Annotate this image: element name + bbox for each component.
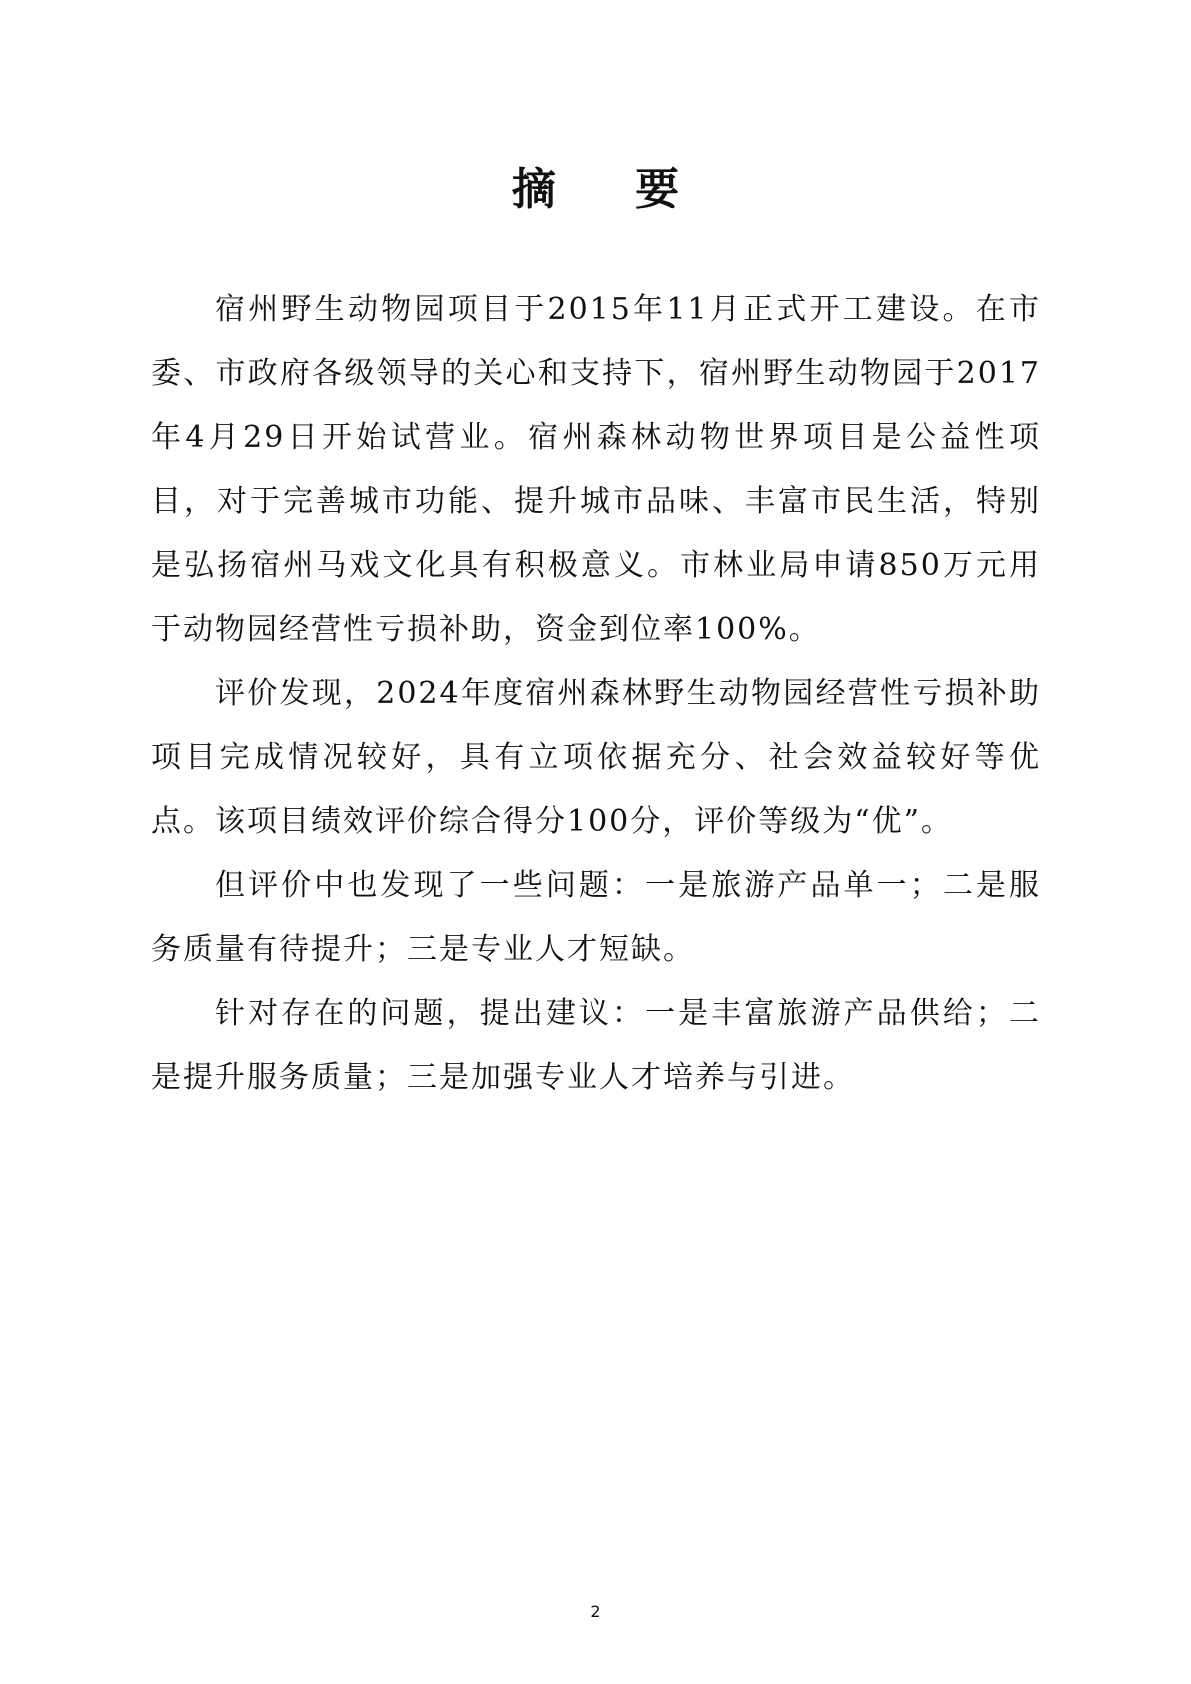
page-title: 摘 要 — [511, 164, 712, 215]
page-number: 2 — [590, 1602, 601, 1621]
paragraph-evaluation-finding: 评价发现，2024年度宿州森林野生动物园经营性亏损补助项目完成情况较好，具有立项依据充分、社会效益较好等优点。该项目绩效评价综合得分100分，评价等级为“优”。 — [151, 676, 1041, 839]
abstract-body — [151, 278, 1041, 1110]
paragraph-problems: 但评价中也发现了一些问题：一是旅游产品单一；二是服务质量有待提升；三是专业人才短缺。 — [151, 868, 1041, 967]
paragraph-project-background: 宿州野生动物园项目于2015年11月正式开工建设。在市委、市政府各级领导的关心和支持下，宿州野生动物园于2017年4月29日开始试营业。宿州森林动物世界项目是公益性项目，对于完善城市功能、提升城市品味、丰富市民生活，特别是弘扬宿州马戏文化具有积极意义。市林业局申请850万元用于动物园经营性亏损补助，资金到位率100%。 — [151, 292, 1041, 647]
paragraph-suggestions: 针对存在的问题，提出建议：一是丰富旅游产品供给；二是提升服务质量；三是加强专业人才培养与引进。 — [151, 996, 1041, 1095]
